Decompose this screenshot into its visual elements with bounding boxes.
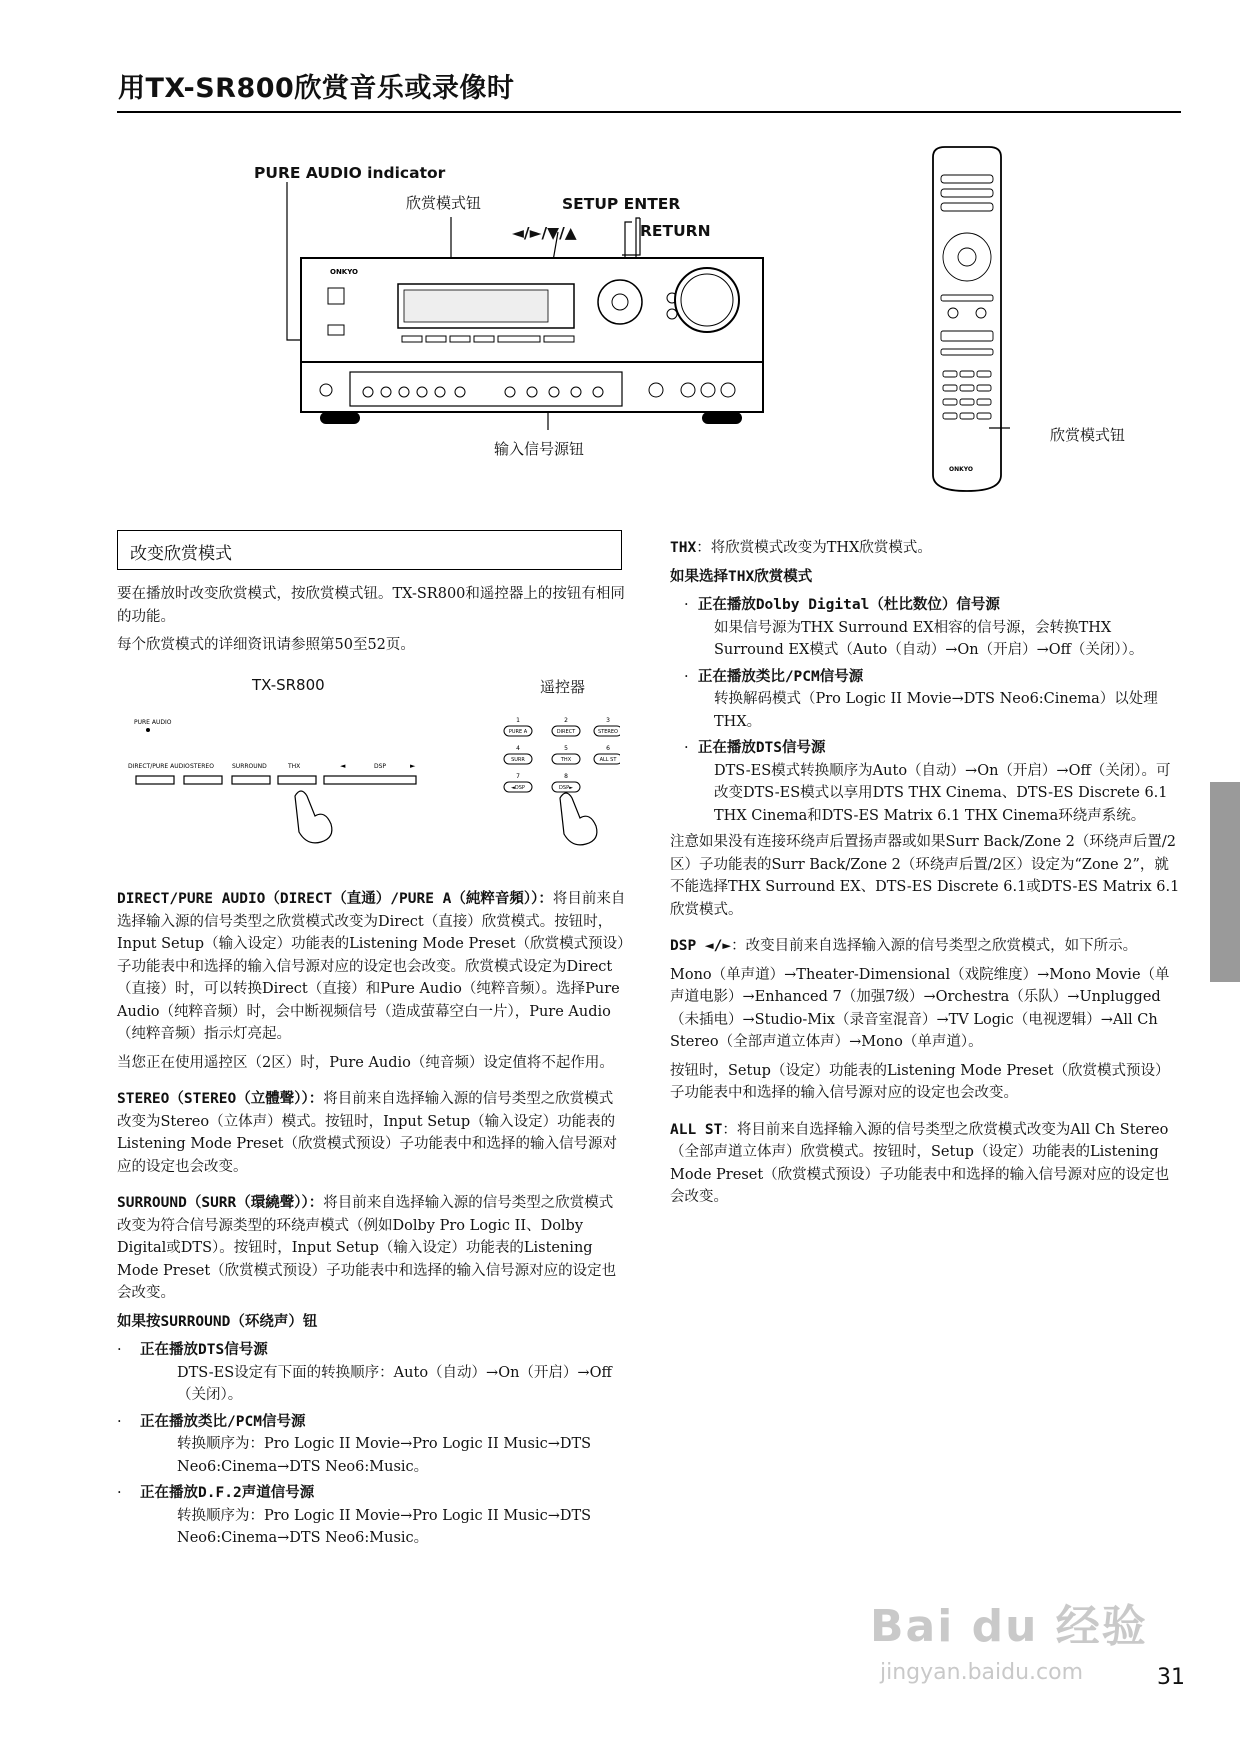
direct-paragraph	[117, 888, 627, 1046]
dsp-heading: DSP ◄/►	[670, 938, 732, 954]
thx-item-pcm: · 正在播放类比/PCM信号源 转换解码模式（Pro Logic II Movie→DTS Neo6:Cinema）以处理THX。	[684, 668, 1158, 730]
thx-body: ：将欣赏模式改变为THX欣赏模式。	[696, 540, 932, 556]
surround-item-dts: · 正在播放DTS信号源 DTS-ES设定有下面的转换顺序：Auto（自动）→On（开启）→Off（关闭）。	[117, 1342, 612, 1403]
thx-item-dolby: · 正在播放Dolby Digital（杜比数位）信号源 如果信号源为THX Surround EX相容的信号源，会转换THX Surround EX模式（Auto（自动）→On（开启）→Off（关闭））。	[684, 597, 1144, 658]
remote-key-dsp-left: ◄DSP	[511, 785, 525, 791]
panel-btn-label-direct: DIRECT/PURE AUDIO	[128, 763, 190, 770]
remote-diagram-label: 遥控器	[540, 678, 586, 696]
brand-logo: ONKYO	[330, 268, 359, 276]
dsp-paragraph	[670, 935, 1180, 958]
panel-btn-label-dsp: DSP	[374, 763, 387, 770]
remote-key-num-7: 7	[516, 773, 520, 780]
remote-key-surr: SURR	[511, 757, 525, 763]
panel-btn-label-stereo: STEREO	[190, 763, 214, 770]
panel-btn-label-surround: SURROUND	[232, 763, 267, 770]
remote-key-stereo: STEREO	[598, 729, 618, 735]
intro-paragraph-1: 要在播放时改变欣赏模式，按欣赏模式钮。TX-SR800和遥控器上的按钮有相同的功能。	[117, 586, 625, 625]
setup-enter-label: SETUP ENTER	[562, 195, 681, 213]
direct-note: 当您正在使用遥控区（2区）时，Pure Audio（纯音频）设定值将不起作用。	[117, 1054, 614, 1071]
remote-key-num-6: 6	[606, 745, 610, 752]
right-column	[670, 537, 1180, 1215]
stereo-paragraph	[117, 1088, 627, 1178]
intro-paragraph-2: 每个欣赏模式的详细资讯请参照第50至52页。	[117, 637, 415, 653]
dsp-sequence: Mono（单声道）→Theater-Dimensional（戏院维度）→Mono Movie（单声道电影）→Enhanced 7（加强7级）→Orchestra（乐队）→Unplugged（未插电）→Studio-Mix（录音室混音）→TV Logic（电视逻辑）→All Ch Stereo（全部声道立体声）→Mono（单声道）。	[670, 966, 1170, 1050]
intro-text	[117, 583, 625, 663]
direct-heading: DIRECT/PURE AUDIO（DIRECT（直通）/PURE A（純粹音頻））：	[117, 891, 553, 907]
watermark-logo: Bai du 经验	[870, 1601, 1148, 1652]
remote-key-num-3: 3	[606, 717, 610, 724]
left-column	[117, 888, 627, 1554]
thx-note: 注意如果没有连接环绕声后置扬声器或如果Surr Back/Zone 2（环绕声后置/2区）子功能表的Surr Back/Zone 2（环绕声后置/2区）设定为“Zone 2”，就不能选择THX Surround EX、DTS-ES Discrete 6.1或DTS-ES Matrix 6.1欣赏模式。	[670, 834, 1180, 918]
remote-listening-mode-label: 欣赏模式钮	[1050, 426, 1126, 444]
remote-key-dsp-right: DSP►	[559, 785, 573, 791]
remote-key-direct: DIRECT	[556, 729, 576, 735]
remote-key-num-2: 2	[564, 717, 568, 724]
stereo-heading: STEREO（STEREO（立體聲））：	[117, 1091, 324, 1107]
panel-diagram	[120, 700, 620, 870]
surround-body: 将目前来自选择输入源的信号类型之欣赏模式改变为符合信号源类型的环绕声模式（例如Dolby Pro Logic II、Dolby Digital或DTS）。按钮时，Input Setup（输入设定）功能表的Listening Mode Preset（欣赏模式预设）子功能表中和选择的输入信号源对应的设定也会改变。	[117, 1195, 617, 1301]
side-tab	[1210, 782, 1240, 982]
remote-illustration	[925, 145, 1010, 495]
remote-key-num-5: 5	[564, 745, 568, 752]
allst-heading: ALL ST	[670, 1121, 723, 1138]
surround-item-pcm: · 正在播放类比/PCM信号源 转换顺序为：Pro Logic II Movie→Pro Logic II Music→DTS Neo6:Cinema→DTS Neo6:Music。	[117, 1413, 592, 1475]
panel-btn-label-left: ◄	[340, 762, 346, 770]
receiver-diagram-label: TX-SR800	[252, 676, 325, 694]
input-source-button-label: 输入信号源钮	[494, 440, 585, 458]
thx-heading: THX	[670, 540, 697, 556]
dsp-note: 按钮时，Setup（设定）功能表的Listening Mode Preset（欣赏模式预设）子功能表中和选择的输入信号源对应的设定也会改变。	[670, 1062, 1170, 1101]
pure-audio-caption: PURE AUDIO	[134, 719, 172, 726]
panel-btn-label-right: ►	[410, 762, 416, 770]
surround-sub-heading: 如果按SURROUND（环绕声）钮	[117, 1313, 318, 1330]
return-label: RETURN	[640, 222, 711, 240]
direct-body: 将目前来自选择输入源的信号类型之欣赏模式改变为Direct（直接）欣赏模式。按钮时，Input Setup（输入设定）功能表的Listening Mode Preset（欣赏模式预设）子功能表中和选择的输入信号源对应的设定也会改变。欣赏模式设定为Direct（直接）时，可以转换Direct（直接）和Pure Audio（纯粹音频）。选择Pure Audio（纯粹音频）时，会中断视频信号（造成萤幕空白一片），Pure Audio（纯粹音频）指示灯亮起。	[117, 891, 626, 1042]
thx-item-dts: · 正在播放DTS信号源 DTS-ES模式转换顺序为Auto（自动）→On（开启）→Off（关闭）。可改变DTS-ES模式以享用DTS THX Cinema、DTS-ES Discrete 6.1 THX Cinema和DTS-ES Matrix 6.1 THX Cinema环绕声系统。	[684, 740, 1171, 824]
remote-key-num-4: 4	[516, 745, 520, 752]
surround-paragraph	[117, 1192, 627, 1305]
thx-paragraph	[670, 537, 1180, 560]
remote-key-all-st: ALL ST	[599, 757, 617, 763]
receiver-illustration	[270, 160, 1020, 500]
arrows-label: ◄/►/▼/▲	[512, 224, 577, 242]
section-heading: 改变欣赏模式	[130, 544, 232, 564]
allst-paragraph	[670, 1119, 1180, 1209]
remote-key-num-1: 1	[516, 717, 520, 724]
surround-item-df2: · 正在播放D.F.2声道信号源 转换顺序为：Pro Logic II Movie→Pro Logic II Music→DTS Neo6:Cinema→DTS Neo6:Music。	[117, 1485, 592, 1546]
page-number: 31	[1157, 1665, 1185, 1690]
title-rule	[117, 111, 1181, 113]
page-title: 用TX-SR800欣赏音乐或录像时	[118, 73, 515, 104]
pure-audio-indicator-label: PURE AUDIO indicator	[254, 164, 446, 182]
stereo-body: 将目前来自选择输入源的信号类型之欣赏模式改变为Stereo（立体声）模式。按钮时，Input Setup（输入设定）功能表的Listening Mode Preset（欣赏模式预设）子功能表中和选择的输入信号源对应的设定也会改变。	[117, 1091, 617, 1175]
remote-key-pure-a: PURE A	[508, 729, 528, 735]
dsp-body: ：改变目前来自选择输入源的信号类型之欣赏模式，如下所示。	[731, 938, 1138, 954]
thx-sub-heading: 如果选择THX欣赏模式	[670, 568, 813, 585]
remote-brand-logo: ONKYO	[949, 466, 974, 473]
allst-body: ：将目前来自选择输入源的信号类型之欣赏模式改变为All Ch Stereo（全部声道立体声）欣赏模式。按钮时，Setup（设定）功能表的Listening Mode Preset（欣赏模式预设）子功能表中和选择的输入信号源对应的设定也会改变。	[670, 1121, 1170, 1205]
watermark-url: jingyan.baidu.com	[880, 1660, 1084, 1685]
remote-key-num-8: 8	[564, 773, 568, 780]
surround-heading: SURROUND（SURR（環繞聲））：	[117, 1195, 324, 1211]
panel-btn-label-thx: THX	[288, 763, 301, 770]
listening-mode-button-label: 欣赏模式钮	[406, 194, 482, 212]
remote-key-thx: THX	[560, 757, 572, 763]
